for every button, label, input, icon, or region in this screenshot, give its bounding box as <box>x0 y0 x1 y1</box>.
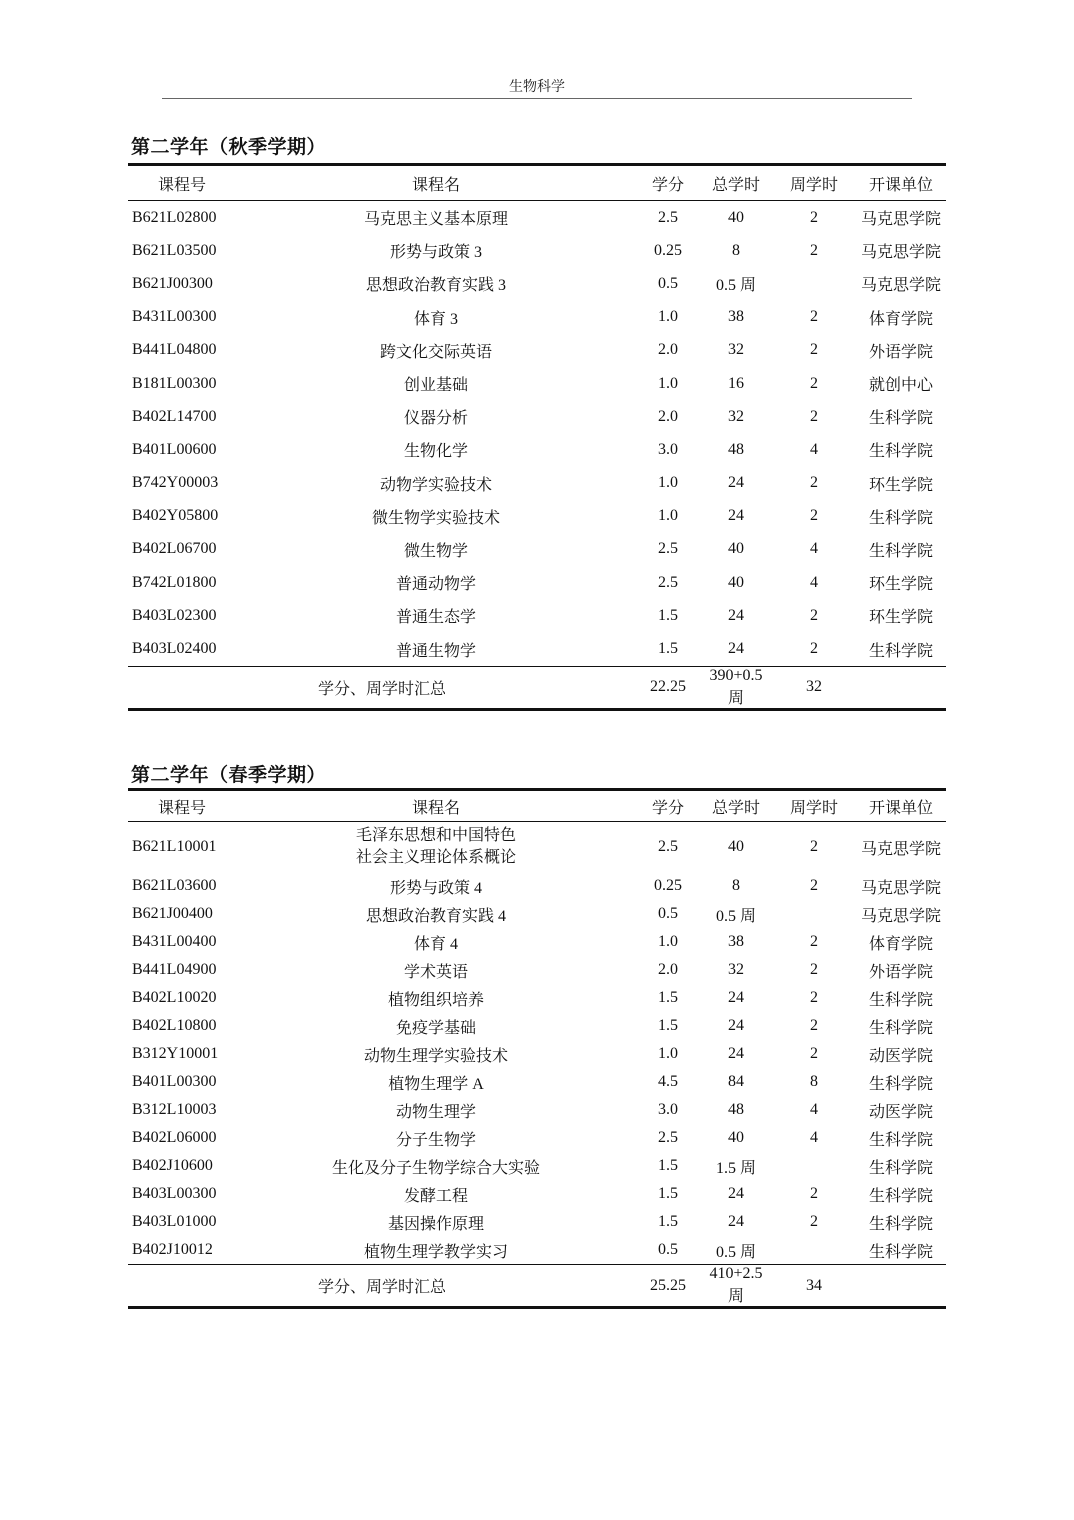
course-unit: 马克思学院 <box>860 840 941 858</box>
course-weekly-hours: 2 <box>810 308 818 326</box>
col-header-name: 课程名 <box>236 165 636 201</box>
course-hours: 0.5 周 <box>715 907 756 925</box>
course-name: 生物化学 <box>403 443 468 461</box>
section-title-spring: 第二学年（春季学期） <box>131 764 327 786</box>
course-hours: 40 <box>728 208 744 226</box>
course-name: 植物生理学 A <box>388 1075 484 1093</box>
course-credit: 0.5 <box>658 905 678 922</box>
course-name: 跨文化交际英语 <box>379 343 492 361</box>
course-code: B181L00300 <box>132 374 217 392</box>
section-title-autumn: 第二学年（秋季学期） <box>131 136 327 158</box>
running-head: 生物科学 <box>509 80 565 95</box>
course-unit: 生科学院 <box>868 1243 933 1261</box>
col-header-hours: 总学时 <box>700 790 772 822</box>
course-code: B401L00300 <box>132 1073 217 1090</box>
course-code: B403L02400 <box>132 640 217 658</box>
course-code: B402J10600 <box>132 1157 213 1174</box>
course-unit: 生科学院 <box>868 1075 933 1093</box>
course-name: 动物生理学实验技术 <box>363 1047 508 1065</box>
table-header-row <box>128 165 946 201</box>
course-weekly-hours: 2 <box>810 407 818 425</box>
course-credit: 1.5 <box>658 1157 678 1174</box>
col-header-credit: 学分 <box>636 790 700 822</box>
course-name: 普通生物学 <box>395 642 476 660</box>
course-weekly-hours: 4 <box>810 1129 818 1146</box>
course-code: B401L00600 <box>132 440 217 458</box>
course-weekly-hours: 4 <box>810 573 818 591</box>
table-row <box>128 599 946 632</box>
course-credit: 1.5 <box>658 640 678 658</box>
course-weekly-hours: 2 <box>810 1213 818 1230</box>
course-name: 动物学实验技术 <box>379 476 492 494</box>
course-unit: 马克思学院 <box>860 907 941 925</box>
table-row <box>128 632 946 666</box>
col-header-unit: 开课单位 <box>856 165 946 201</box>
course-hours: 38 <box>728 308 744 326</box>
course-code: B621L03500 <box>132 241 217 259</box>
course-code: B402L14700 <box>132 407 217 425</box>
course-unit: 外语学院 <box>868 343 933 361</box>
course-code: B621L10001 <box>132 838 217 855</box>
course-name <box>236 822 636 873</box>
course-hours: 24 <box>728 507 744 525</box>
course-hours: 24 <box>728 640 744 658</box>
course-credit: 0.5 <box>658 1241 678 1258</box>
course-code: B312L10003 <box>132 1101 217 1118</box>
course-unit: 生科学院 <box>868 509 933 527</box>
course-name: 思想政治教育实践 3 <box>365 277 506 295</box>
course-hours: 38 <box>728 933 744 950</box>
col-header-hours: 总学时 <box>700 165 772 201</box>
table-header-row <box>128 790 946 822</box>
course-name: 形势与政策 3 <box>389 244 482 262</box>
course-weekly-hours: 4 <box>810 440 818 458</box>
course-credit: 0.5 <box>658 274 678 292</box>
table-row <box>128 1040 946 1068</box>
table-row <box>128 1152 946 1180</box>
col-header-credit: 学分 <box>636 165 700 201</box>
course-code: B403L02300 <box>132 606 217 624</box>
course-name: 体育 3 <box>413 310 458 328</box>
course-unit: 生科学院 <box>868 1019 933 1037</box>
course-code: B402J10012 <box>132 1241 213 1258</box>
course-weekly-hours <box>772 900 856 928</box>
course-name: 动物生理学 <box>395 1103 476 1121</box>
course-credit: 2.0 <box>658 961 678 978</box>
course-code: B403L00300 <box>132 1185 217 1202</box>
course-weekly-hours: 2 <box>810 374 818 392</box>
course-unit: 生科学院 <box>868 1215 933 1233</box>
course-code: B402L06000 <box>132 1129 217 1146</box>
course-unit: 生科学院 <box>868 542 933 560</box>
course-unit: 动医学院 <box>868 1103 933 1121</box>
course-unit: 生科学院 <box>868 991 933 1009</box>
course-weekly-hours: 2 <box>810 1185 818 1202</box>
table-row <box>128 1124 946 1152</box>
table-row <box>128 433 946 466</box>
course-hours: 32 <box>728 341 744 359</box>
course-code: B402L10800 <box>132 1017 217 1034</box>
table-row <box>128 367 946 400</box>
table-row <box>128 1012 946 1040</box>
course-code: B312Y10001 <box>132 1045 219 1062</box>
course-hours: 24 <box>728 474 744 492</box>
course-name: 免疫学基础 <box>395 1019 476 1037</box>
summary-label: 学分、周学时汇总 <box>128 666 636 709</box>
table-row <box>128 956 946 984</box>
course-table-spring <box>128 788 946 1309</box>
course-name: 分子生物学 <box>395 1131 476 1149</box>
course-name: 学术英语 <box>403 963 468 981</box>
course-weekly-hours: 2 <box>810 933 818 950</box>
course-unit: 马克思学院 <box>860 244 941 262</box>
course-code: B742L01800 <box>132 573 217 591</box>
course-code: B621L02800 <box>132 208 217 226</box>
course-hours: 24 <box>728 1213 744 1230</box>
course-credit: 1.5 <box>658 1017 678 1034</box>
course-weekly-hours: 2 <box>810 208 818 226</box>
course-weekly-hours: 2 <box>810 1045 818 1062</box>
summary-unit <box>856 666 946 709</box>
course-unit: 马克思学院 <box>860 211 941 229</box>
course-weekly-hours: 2 <box>810 606 818 624</box>
course-weekly-hours: 2 <box>810 1017 818 1034</box>
course-credit: 0.25 <box>654 877 682 894</box>
course-hours: 32 <box>728 961 744 978</box>
course-unit: 环生学院 <box>868 476 933 494</box>
table-row <box>128 872 946 900</box>
course-hours: 24 <box>728 1045 744 1062</box>
table-row <box>128 822 946 873</box>
course-code: B742Y00003 <box>132 474 219 492</box>
course-credit: 1.0 <box>658 374 678 392</box>
course-credit: 1.5 <box>658 1213 678 1230</box>
course-unit: 马克思学院 <box>860 277 941 295</box>
table-row <box>128 500 946 533</box>
col-header-name: 课程名 <box>236 790 636 822</box>
table-row <box>128 467 946 500</box>
summary-hours: 390+0.5 周 <box>700 666 772 709</box>
table-row <box>128 1208 946 1236</box>
course-code: B431L00400 <box>132 933 217 950</box>
course-code: B621L03600 <box>132 877 217 894</box>
summary-weekly: 32 <box>772 666 856 709</box>
course-code: B403L01000 <box>132 1213 217 1230</box>
table-row <box>128 1096 946 1124</box>
course-code: B402L06700 <box>132 540 217 558</box>
course-code: B621J00300 <box>132 274 213 292</box>
course-hours: 1.5 周 <box>715 1159 756 1177</box>
course-unit: 生科学院 <box>868 410 933 428</box>
course-credit: 1.5 <box>658 989 678 1006</box>
course-credit: 1.0 <box>658 308 678 326</box>
course-code: B441L04800 <box>132 341 217 359</box>
course-hours: 48 <box>728 440 744 458</box>
table-row <box>128 928 946 956</box>
course-credit: 3.0 <box>658 440 678 458</box>
summary-row-spring <box>128 1265 946 1308</box>
col-header-code: 课程号 <box>128 165 236 201</box>
course-code: B431L00300 <box>132 308 217 326</box>
course-name: 植物生理学教学实习 <box>363 1243 508 1261</box>
course-hours: 24 <box>728 1185 744 1202</box>
course-weekly-hours: 8 <box>810 1073 818 1090</box>
course-name-line: 社会主义理论体系概论 <box>355 849 516 866</box>
header-rule <box>162 98 912 99</box>
table-row <box>128 334 946 367</box>
course-credit: 0.25 <box>654 241 682 259</box>
course-name: 普通生态学 <box>395 609 476 627</box>
course-name: 形势与政策 4 <box>389 879 482 897</box>
course-unit: 体育学院 <box>868 310 933 328</box>
course-credit: 2.5 <box>658 573 678 591</box>
course-credit: 1.0 <box>658 507 678 525</box>
course-code: B402L10020 <box>132 989 217 1006</box>
course-hours: 40 <box>728 540 744 558</box>
course-weekly-hours: 2 <box>810 507 818 525</box>
course-hours: 40 <box>728 1129 744 1146</box>
course-code: B402Y05800 <box>132 507 219 525</box>
course-unit: 生科学院 <box>868 1187 933 1205</box>
table-body-spring <box>128 822 946 1265</box>
course-unit: 马克思学院 <box>860 879 941 897</box>
table-row <box>128 1236 946 1265</box>
course-name: 基因操作原理 <box>387 1215 484 1233</box>
course-unit: 生科学院 <box>868 642 933 660</box>
course-hours: 16 <box>728 374 744 392</box>
course-hours: 84 <box>728 1073 744 1090</box>
course-weekly-hours <box>772 267 856 300</box>
col-header-unit: 开课单位 <box>856 790 946 822</box>
course-name: 思想政治教育实践 4 <box>365 907 506 925</box>
course-name: 马克思主义基本原理 <box>363 211 508 229</box>
course-unit: 就创中心 <box>868 377 933 395</box>
course-credit: 1.5 <box>658 606 678 624</box>
table-row <box>128 1180 946 1208</box>
summary-row-autumn <box>128 666 946 709</box>
course-weekly-hours: 2 <box>810 640 818 658</box>
summary-unit <box>856 1265 946 1308</box>
col-header-weekly: 周学时 <box>772 165 856 201</box>
summary-label: 学分、周学时汇总 <box>128 1265 636 1308</box>
course-weekly-hours: 4 <box>810 1101 818 1118</box>
course-credit: 2.0 <box>658 407 678 425</box>
course-name: 体育 4 <box>413 935 458 953</box>
course-hours: 48 <box>728 1101 744 1118</box>
course-credit: 2.5 <box>658 208 678 226</box>
course-code: B441L04900 <box>132 961 217 978</box>
course-unit: 生科学院 <box>868 443 933 461</box>
course-unit: 环生学院 <box>868 609 933 627</box>
course-hours: 40 <box>728 838 744 855</box>
course-hours: 8 <box>732 877 740 894</box>
summary-credit: 25.25 <box>636 1265 700 1308</box>
course-credit: 2.5 <box>658 1129 678 1146</box>
summary-credit: 22.25 <box>636 666 700 709</box>
course-unit: 生科学院 <box>868 1131 933 1149</box>
table-row <box>128 400 946 433</box>
course-credit: 4.5 <box>658 1073 678 1090</box>
course-unit: 外语学院 <box>868 963 933 981</box>
course-weekly-hours: 2 <box>810 341 818 359</box>
course-hours: 24 <box>728 1017 744 1034</box>
course-credit: 2.5 <box>658 838 678 855</box>
course-credit: 1.0 <box>658 474 678 492</box>
course-weekly-hours: 2 <box>810 989 818 1006</box>
course-weekly-hours <box>772 1152 856 1180</box>
table-body-autumn <box>128 201 946 667</box>
summary-weekly: 34 <box>772 1265 856 1308</box>
table-row <box>128 267 946 300</box>
table-row <box>128 201 946 235</box>
table-row <box>128 984 946 1012</box>
course-name: 仪器分析 <box>403 410 468 428</box>
course-hours: 24 <box>728 989 744 1006</box>
course-unit: 动医学院 <box>868 1047 933 1065</box>
course-weekly-hours: 2 <box>810 838 818 855</box>
course-unit: 环生学院 <box>868 576 933 594</box>
course-credit: 3.0 <box>658 1101 678 1118</box>
course-name-line: 毛泽东思想和中国特色 <box>355 827 516 844</box>
course-credit: 2.5 <box>658 540 678 558</box>
course-table-autumn <box>128 163 946 711</box>
course-name: 发酵工程 <box>403 1187 468 1205</box>
course-credit: 2.0 <box>658 341 678 359</box>
course-weekly-hours: 4 <box>810 540 818 558</box>
table-row <box>128 566 946 599</box>
course-name: 创业基础 <box>403 377 468 395</box>
course-hours: 0.5 周 <box>715 277 756 295</box>
course-weekly-hours: 2 <box>810 474 818 492</box>
course-credit: 1.0 <box>658 933 678 950</box>
course-hours: 8 <box>732 241 740 259</box>
course-name: 微生物学实验技术 <box>371 509 500 527</box>
course-credit: 1.0 <box>658 1045 678 1062</box>
course-name: 生化及分子生物学综合大实验 <box>331 1159 540 1177</box>
table-row <box>128 301 946 334</box>
course-weekly-hours <box>772 1236 856 1265</box>
course-unit: 生科学院 <box>868 1159 933 1177</box>
course-hours: 32 <box>728 407 744 425</box>
course-hours: 0.5 周 <box>715 1243 756 1261</box>
course-weekly-hours: 2 <box>810 877 818 894</box>
table-row <box>128 234 946 267</box>
course-name: 普通动物学 <box>395 576 476 594</box>
course-weekly-hours: 2 <box>810 961 818 978</box>
course-name: 植物组织培养 <box>387 991 484 1009</box>
course-name: 微生物学 <box>403 542 468 560</box>
summary-hours: 410+2.5 周 <box>700 1265 772 1308</box>
table-row <box>128 900 946 928</box>
course-unit: 体育学院 <box>868 935 933 953</box>
table-row <box>128 533 946 566</box>
course-hours: 24 <box>728 606 744 624</box>
table-row <box>128 1068 946 1096</box>
course-code: B621J00400 <box>132 905 213 922</box>
course-credit: 1.5 <box>658 1185 678 1202</box>
course-weekly-hours: 2 <box>810 241 818 259</box>
course-hours: 40 <box>728 573 744 591</box>
col-header-code: 课程号 <box>128 790 236 822</box>
col-header-weekly: 周学时 <box>772 790 856 822</box>
